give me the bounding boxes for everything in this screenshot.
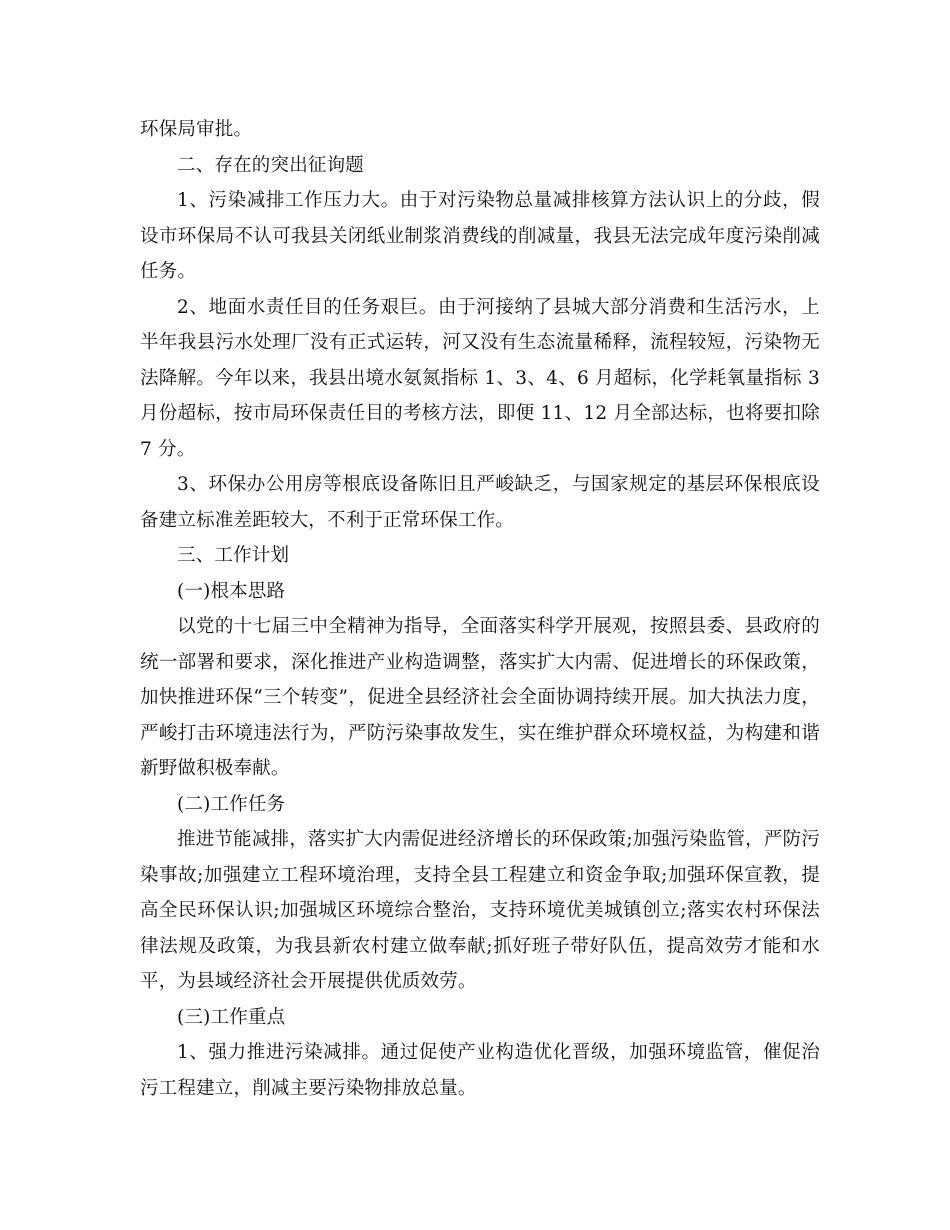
section-heading-problems: 二、存在的突出征询题 — [177, 154, 365, 176]
subsection-heading-work-focus: (三)工作重点 — [177, 1006, 286, 1028]
subsection-heading-basic-approach: (一)根本思路 — [177, 580, 286, 602]
paragraph-problem-1: 1、污染减排工作压力大。由于对污染物总量减排核算方法认识上的分歧，假设市环保局不认可我县关闭纸业制浆消费线的削减量，我县无法完成年度污染削减任务。 — [140, 190, 820, 282]
paragraph-problem-2: 2、地面水责任目的任务艰巨。由于河接纳了县城大部分消费和生活污水，上半年我县污水处理厂没有正式运转，河又没有生态流量稀释，流程较短，污染物无法降解。今年以来，我县出境水氨氮指标 1、3、4、6 月超标，化学耗氧量指标 3 月份超标，按市局环保责任目的考核方法，即便 11、12 月全部达标，也将要扣除 7 分。 — [140, 296, 820, 460]
document-body — [140, 112, 820, 1106]
paragraph-work-tasks: 推进节能减排，落实扩大内需促进经济增长的环保政策;加强污染监管，严防污染事故;加强建立工程环境治理，支持全县工程建立和资金争取;加强环保宣教，提高全民环保认识;加强城区环境综合整治，支持环境优美城镇创立;落实农村环保法律法规及政策，为我县新农村建立做奉献;抓好班子带好队伍，提高效劳才能和水平，为县域经济社会开展提供优质效劳。 — [140, 829, 820, 992]
paragraph-work-focus-1: 1、强力推进污染减排。通过促使产业构造优化晋级，加强环境监管，催促治污工程建立，削减主要污染物排放总量。 — [140, 1042, 820, 1099]
subsection-heading-work-tasks: (二)工作任务 — [177, 793, 286, 815]
paragraph-basic-approach: 以党的十七届三中全精神为指导，全面落实科学开展观，按照县委、县政府的统一部署和要求，深化推进产业构造调整，落实扩大内需、促进增长的环保政策，加快推进环保“三个转变”，促进全县经济社会全面协调持续开展。加大执法力度，严峻打击环境违法行为，严防污染事故发生，实在维护群众环境权益，为构建和谐新野做积极奉献。 — [140, 616, 820, 779]
paragraph-problem-3: 3、环保办公用房等根底设备陈旧且严峻缺乏，与国家规定的基层环保根底设备建立标准差距较大，不利于正常环保工作。 — [140, 474, 820, 531]
paragraph-continuation: 环保局审批。 — [140, 119, 253, 140]
section-heading-work-plan: 三、工作计划 — [177, 545, 290, 566]
